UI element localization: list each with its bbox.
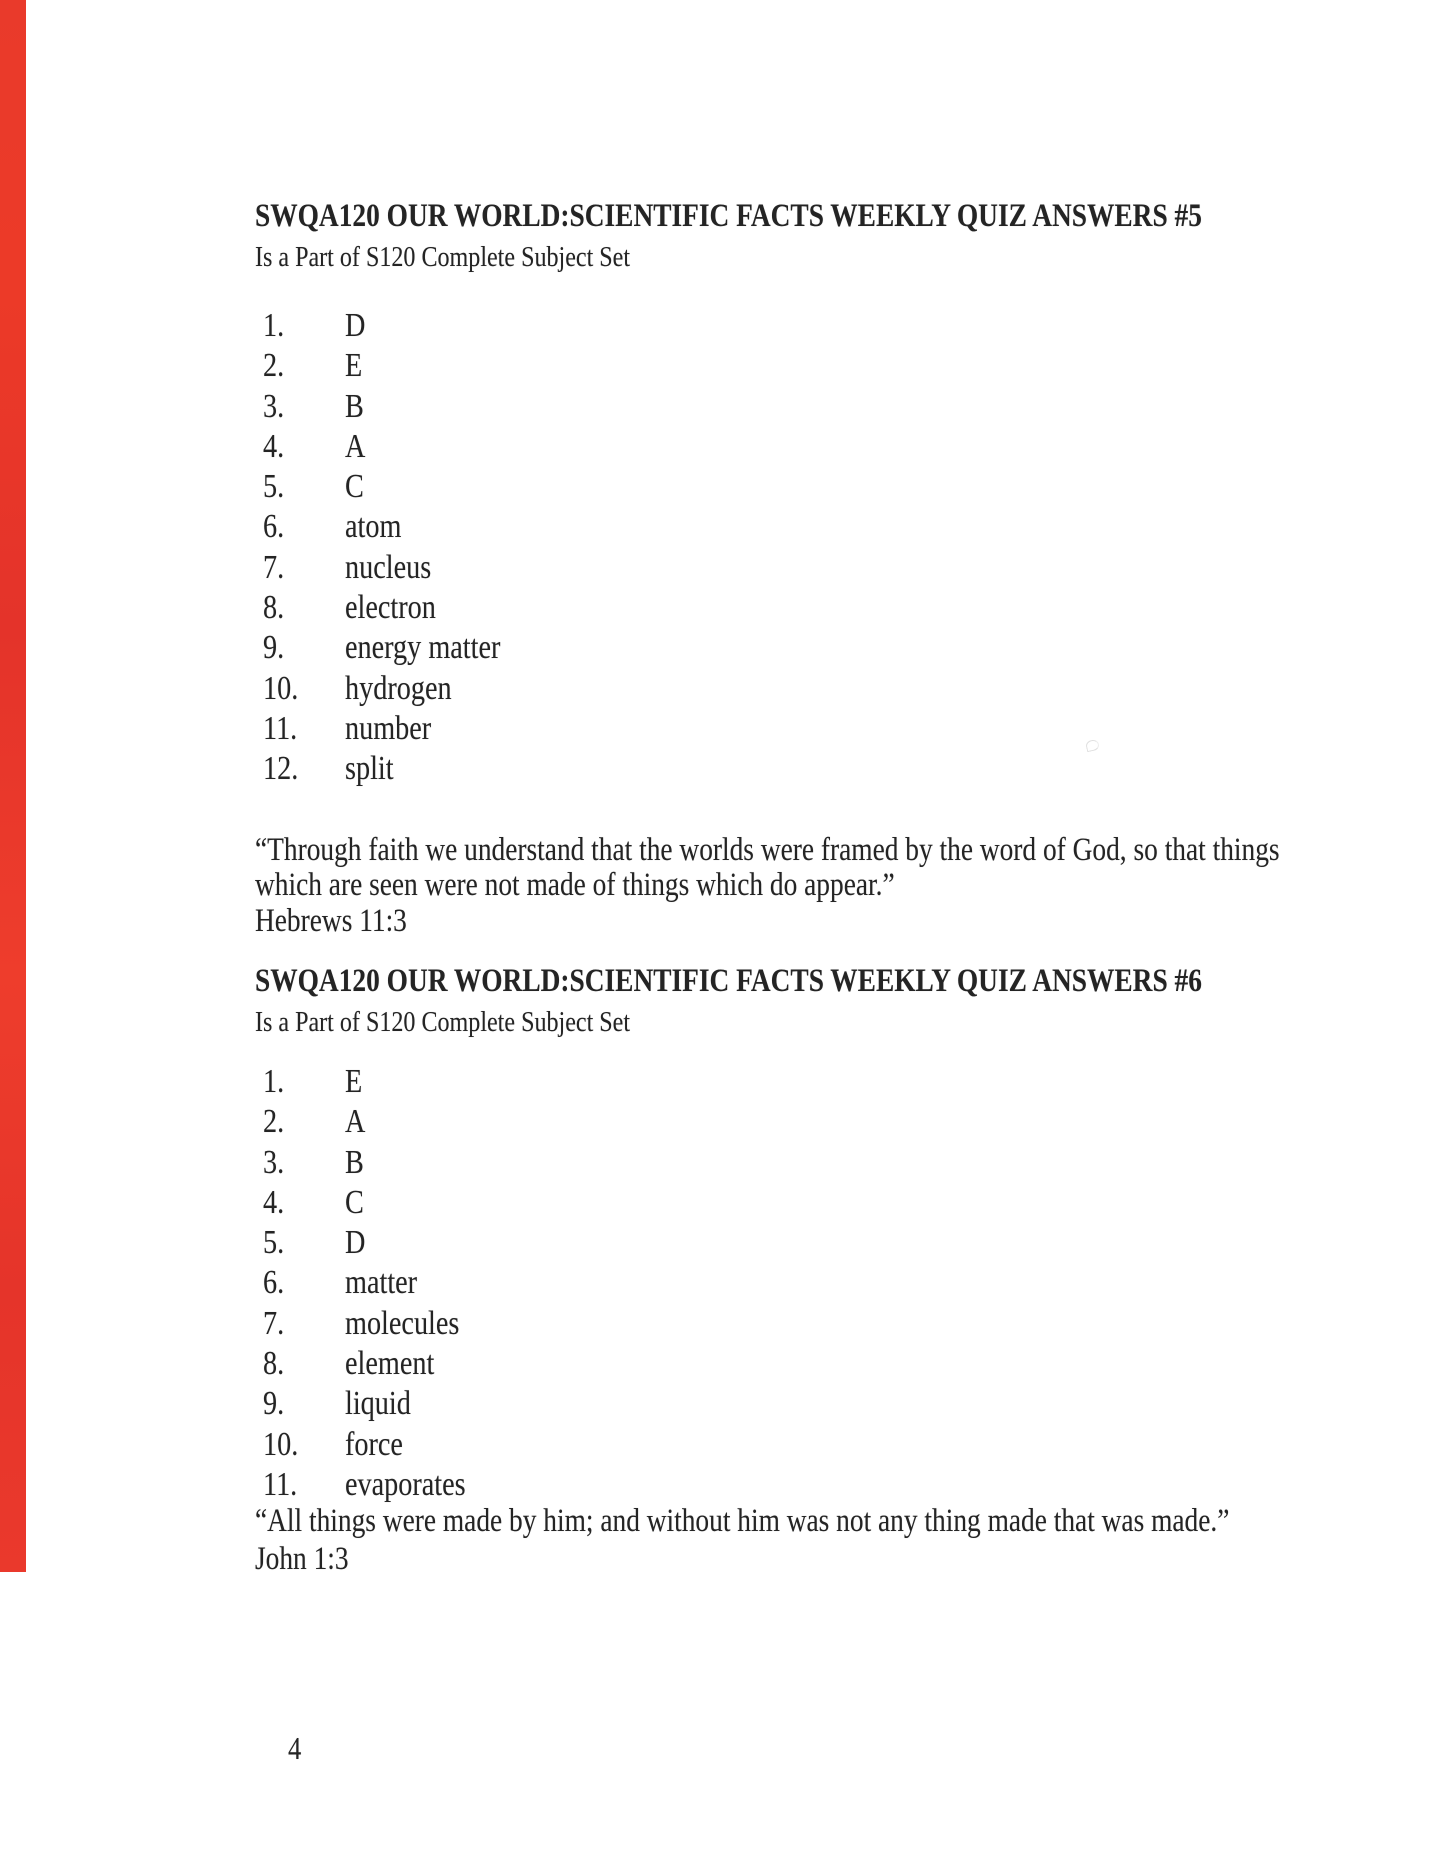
section1-title <box>255 196 1396 236</box>
answer-text: D <box>345 1224 366 1262</box>
quote-line: which are seen were not made of things which do appear.” <box>255 866 895 903</box>
answer-row <box>263 588 532 628</box>
reference-text: John 1:3 <box>255 1541 349 1577</box>
answer-text: D <box>345 307 366 344</box>
answer-text: element <box>345 1345 435 1383</box>
answer-number: 10. <box>263 669 299 707</box>
answer-text: force <box>345 1425 403 1463</box>
answer-row <box>263 346 532 386</box>
answer-number: 5. <box>263 1224 285 1262</box>
answer-number: 6. <box>263 508 285 546</box>
answer-number: 11. <box>263 1465 298 1503</box>
answer-row <box>263 669 532 709</box>
answer-row <box>263 1062 490 1102</box>
answer-number: 2. <box>263 347 285 385</box>
answer-text: E <box>345 1063 363 1100</box>
answer-number: 7. <box>263 1304 285 1342</box>
answer-number: 1. <box>263 1063 285 1100</box>
section1-subtitle <box>255 238 707 276</box>
answer-text: liquid <box>345 1385 411 1423</box>
answer-row <box>263 709 532 749</box>
answer-row <box>263 427 532 467</box>
page-number <box>288 1729 304 1767</box>
answer-number: 8. <box>263 589 285 627</box>
answer-row <box>263 1425 490 1465</box>
answer-text: A <box>345 1103 366 1141</box>
answer-number: 6. <box>263 1264 285 1302</box>
answer-row <box>263 749 532 789</box>
answer-row <box>263 1263 490 1303</box>
answer-row <box>263 1102 490 1142</box>
answer-text: hydrogen <box>345 669 452 707</box>
answer-text: energy matter <box>345 629 501 667</box>
answer-text: split <box>345 750 394 788</box>
answer-text: C <box>345 468 364 506</box>
answer-number: 12. <box>263 750 299 788</box>
answer-number: 8. <box>263 1345 285 1383</box>
answer-text: E <box>345 347 363 385</box>
answer-row <box>263 1384 490 1424</box>
section1-reference <box>255 903 438 939</box>
answer-text: number <box>345 709 432 747</box>
answer-row <box>263 548 532 588</box>
answer-row <box>263 387 532 427</box>
section1-title-text: SWQA120 OUR WORLD:SCIENTIFIC FACTS WEEKLY QUIZ ANSWERS #5 <box>255 198 1202 234</box>
section2-subtitle-text: Is a Part of S120 Complete Subject Set <box>255 1006 631 1038</box>
answer-row <box>263 1344 490 1384</box>
answer-text: matter <box>345 1264 418 1302</box>
answer-number: 3. <box>263 1143 285 1181</box>
answer-text: C <box>345 1183 364 1221</box>
answer-number: 9. <box>263 1385 285 1423</box>
answer-number: 1. <box>263 307 285 344</box>
answer-number: 2. <box>263 1103 285 1141</box>
answer-text: electron <box>345 589 436 627</box>
answer-text: evaporates <box>345 1465 466 1503</box>
answer-row <box>263 1465 490 1505</box>
answer-row <box>263 1304 490 1344</box>
answer-text: B <box>345 387 364 425</box>
answer-row <box>263 628 532 668</box>
answer-number: 7. <box>263 548 285 586</box>
section1-quote <box>255 833 1445 902</box>
scan-edge-stripe <box>0 0 26 1572</box>
scan-smudge-artifact <box>1085 739 1100 752</box>
page-number-text: 4 <box>288 1730 302 1766</box>
section2-title <box>255 961 1396 1001</box>
section2-title-text: SWQA120 OUR WORLD:SCIENTIFIC FACTS WEEKLY QUIZ ANSWERS #6 <box>255 963 1202 999</box>
section1-subtitle-text: Is a Part of S120 Complete Subject Set <box>255 241 631 273</box>
answer-text: atom <box>345 508 402 546</box>
answer-row <box>263 1183 490 1223</box>
answer-row <box>263 1223 490 1263</box>
answer-row <box>263 306 532 346</box>
section2-subtitle <box>255 1003 707 1041</box>
answer-row <box>263 467 532 507</box>
section2-answer-list <box>263 1062 490 1505</box>
section2-reference <box>255 1541 368 1577</box>
answer-text: A <box>345 427 366 465</box>
answer-number: 5. <box>263 468 285 506</box>
section2-quote <box>255 1504 1429 1539</box>
answer-text: B <box>345 1143 364 1181</box>
answer-number: 4. <box>263 427 285 465</box>
answer-row <box>263 1143 490 1183</box>
answer-number: 10. <box>263 1425 299 1463</box>
answer-number: 4. <box>263 1183 285 1221</box>
reference-text: Hebrews 11:3 <box>255 903 407 939</box>
section1-answer-list <box>263 306 532 790</box>
answer-number: 9. <box>263 629 285 667</box>
answer-text: molecules <box>345 1304 460 1342</box>
answer-number: 11. <box>263 709 298 747</box>
quote-line: “All things were made by him; and without him was not any thing made that was made.” <box>255 1503 1230 1539</box>
quote-line: “Through faith we understand that the worlds were framed by the word of God, so that things <box>255 832 1280 868</box>
answer-row <box>263 507 532 547</box>
answer-number: 3. <box>263 387 285 425</box>
answer-text: nucleus <box>345 548 432 586</box>
